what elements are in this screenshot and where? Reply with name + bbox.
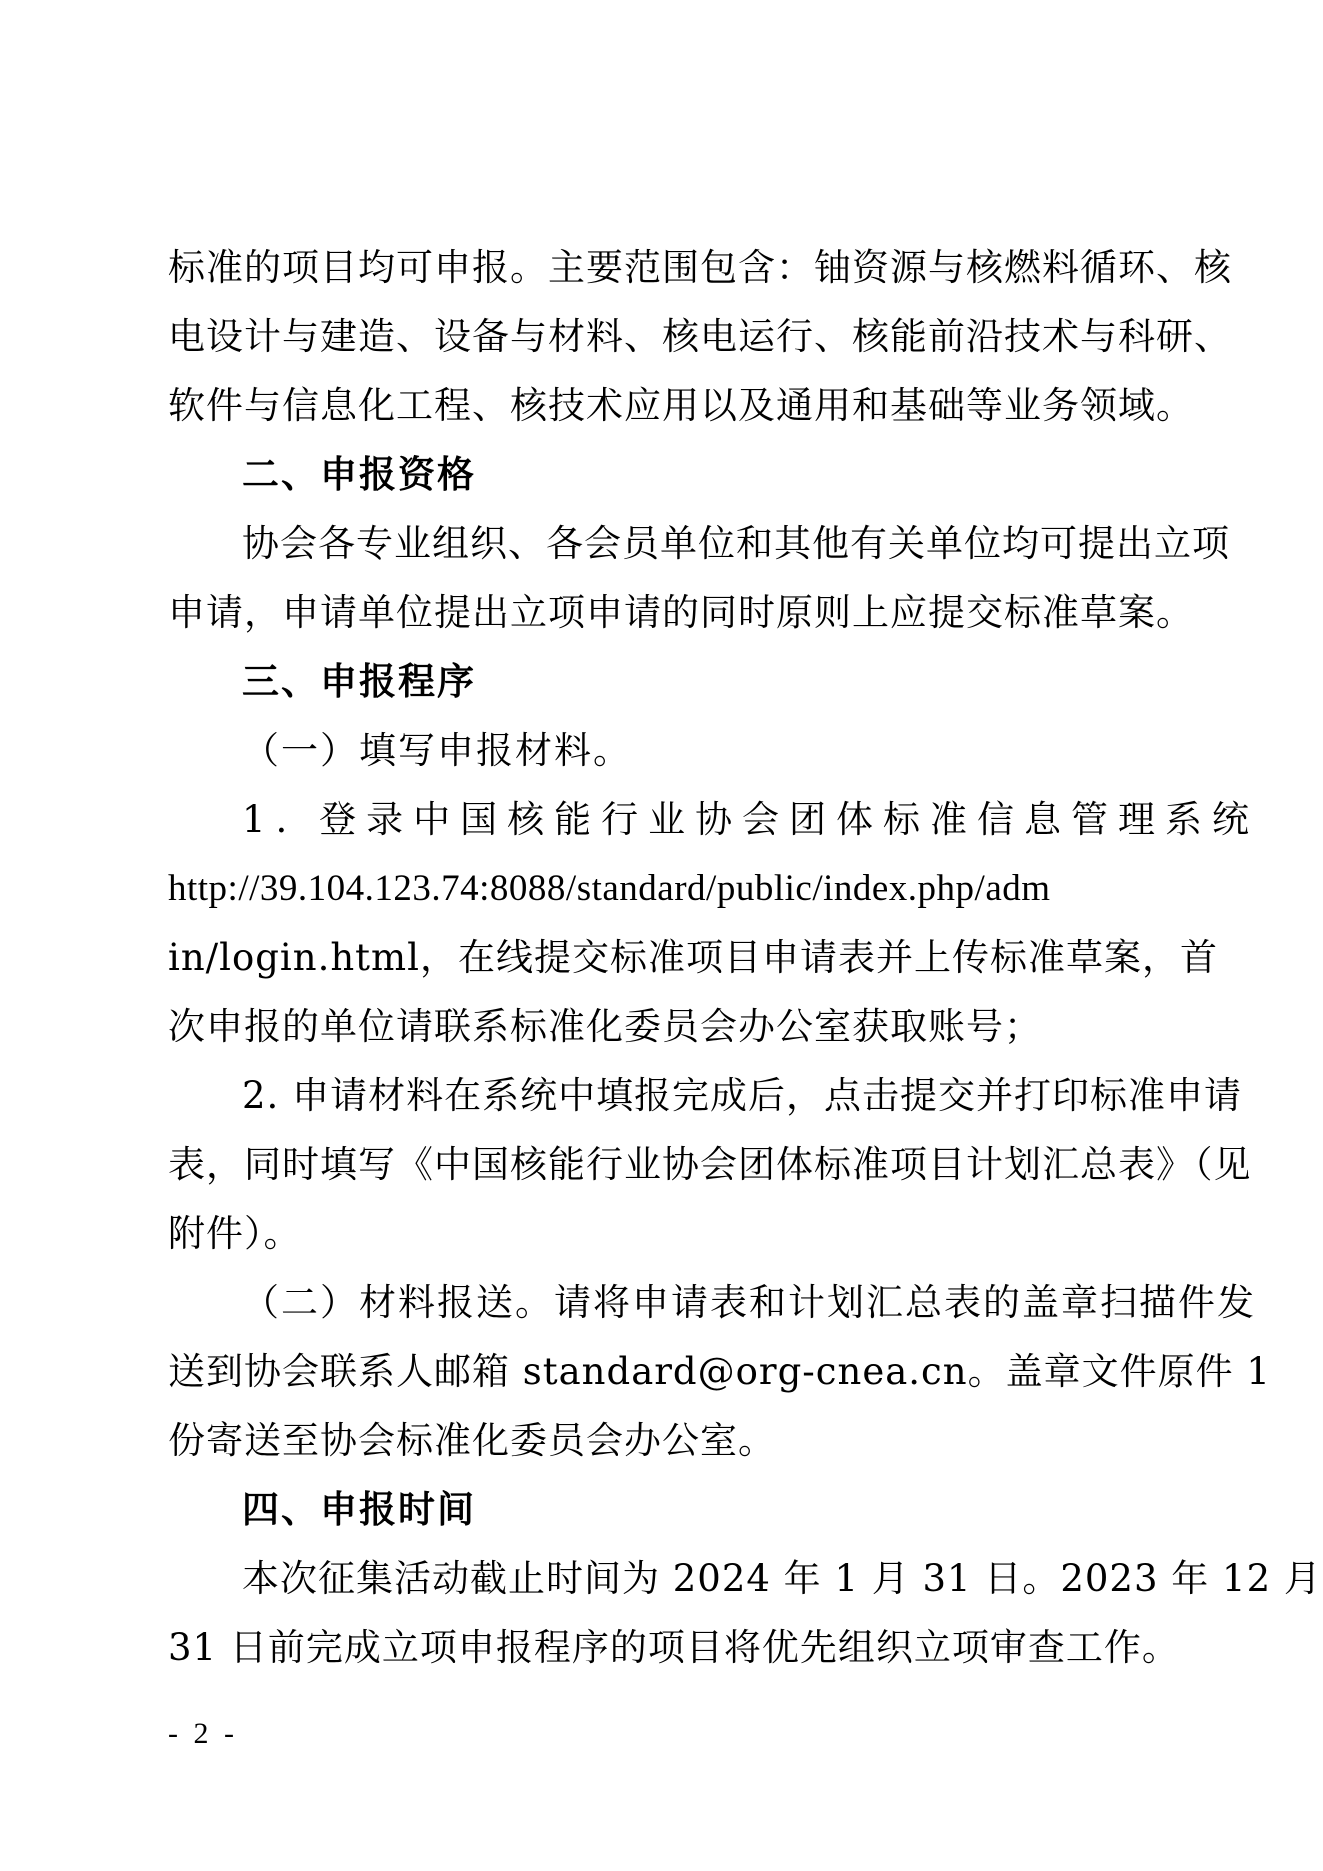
text-line: 31 日前完成立项申报程序的项目将优先组织立项审查工作。 <box>168 1626 1180 1669</box>
paragraph-start-line: 本次征集活动截止时间为 2024 年 1 月 31 日。2023 年 12 月 <box>242 1557 1322 1600</box>
url-line: http://39.104.123.74:8088/standard/public/index.php/adm <box>168 868 1051 909</box>
text-line: 送到协会联系人邮箱 standard@org-cnea.cn。盖章文件原件 1 <box>168 1350 1271 1393</box>
text-line: 标准的项目均可申报。主要范围包含：铀资源与核燃料循环、核 <box>168 246 1232 289</box>
paragraph-start-line: 2. 申请材料在系统中填报完成后，点击提交并打印标准申请 <box>242 1074 1243 1117</box>
subsection-line: （二）材料报送。请将申请表和计划汇总表的盖章扫描件发 <box>242 1281 1256 1324</box>
page-number: - 2 - <box>168 1717 238 1750</box>
numbered-line: 1. 登录中国核能行业协会团体标准信息管理系统 <box>242 798 1260 841</box>
text-line: 份寄送至协会标准化委员会办公室。 <box>168 1419 776 1462</box>
section-heading: 三、申报程序 <box>242 661 476 702</box>
subsection-line: （一）填写申报材料。 <box>242 729 632 772</box>
paragraph-start-line: 协会各专业组织、各会员单位和其他有关单位均可提出立项 <box>242 522 1230 565</box>
text-line: 表，同时填写《中国核能行业协会团体标准项目计划汇总表》（见 <box>168 1143 1252 1186</box>
text-line: 软件与信息化工程、核技术应用以及通用和基础等业务领域。 <box>168 384 1194 427</box>
document-lines <box>168 233 1322 1682</box>
text-line: 附件）。 <box>168 1212 302 1255</box>
text-line: 次申报的单位请联系标准化委员会办公室获取账号； <box>168 1005 1042 1048</box>
text-line: 申请，申请单位提出立项申请的同时原则上应提交标准草案。 <box>168 591 1194 634</box>
text-line: 电设计与建造、设备与材料、核电运行、核能前沿技术与科研、 <box>168 315 1232 358</box>
section-heading: 四、申报时间 <box>242 1489 476 1530</box>
text-line: in/login.html，在线提交标准项目申请表并上传标准草案，首 <box>168 936 1218 979</box>
section-heading: 二、申报资格 <box>242 454 476 495</box>
